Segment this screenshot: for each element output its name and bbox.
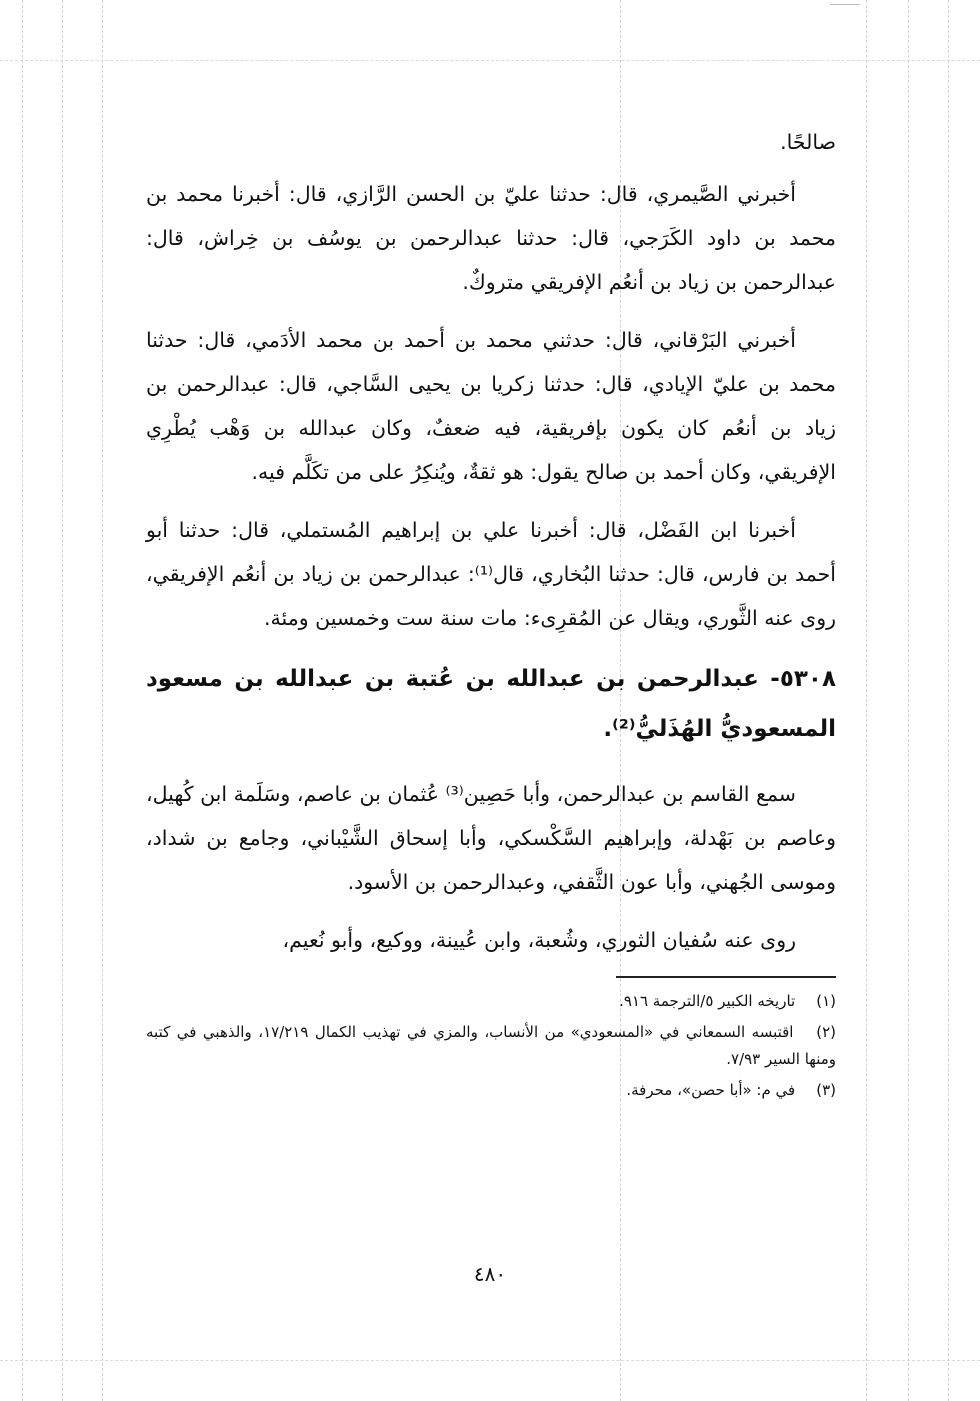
footnotes bbox=[146, 976, 836, 1104]
scan-guide-line bbox=[62, 0, 63, 1401]
opening-line: صالحًا. bbox=[780, 130, 836, 154]
page-body bbox=[146, 120, 836, 1108]
scan-guide-line bbox=[22, 0, 23, 1401]
footnote-number: (٣) bbox=[816, 1081, 836, 1099]
scan-guide-line bbox=[948, 0, 949, 1401]
entry-heading: ٥٣٠٨- عبدالرحمن بن عبدالله بن عُتبة بن عبدالله بن مسعود المسعوديُّ الهُذَليُّ⁽²⁾. bbox=[146, 666, 836, 742]
scan-guide-line bbox=[908, 0, 909, 1401]
paragraph: أخبرني الصَّيمري، قال: حدثنا عليّ بن الحسن الرَّازي، قال: أخبرنا محمد بن محمد بن داود الكَرَجي، قال: حدثنا عبدالرحمن بن يوسُف بن خِراش، قال: عبدالرحمن بن زياد بن أنعُم الإفريقي متروكٌ. bbox=[146, 182, 836, 294]
paragraph: أخبرنا ابن الفَضْل، قال: أخبرنا علي بن إبراهيم المُستملي، قال: حدثنا أبو أحمد بن فارس، قال: حدثنا البُخاري، قال⁽¹⁾: عبدالرحمن بن زياد بن أنعُم الإفريقي، روى عنه الثَّوري، ويقال عن المُقرِىء: مات سنة ست وخمسين ومئة. bbox=[146, 518, 836, 630]
scan-guide-line bbox=[866, 0, 867, 1401]
footnote-number: (٢) bbox=[816, 1023, 836, 1041]
footnote-number: (١) bbox=[816, 992, 836, 1010]
footnote-divider bbox=[616, 976, 836, 978]
page-number: ٤٨٠ bbox=[473, 1262, 507, 1286]
footnote-text: تاريخه الكبير ٥/الترجمة ٩١٦. bbox=[619, 992, 796, 1010]
footnote bbox=[146, 1077, 836, 1104]
corner-mark bbox=[830, 4, 860, 5]
paragraph: أخبرني البَرْقاني، قال: حدثني محمد بن أحمد بن محمد الأدَمي، قال: حدثنا محمد بن عليّ الإيادي، قال: حدثنا زكريا بن يحيى السَّاجي، قال: عبدالرحمن بن زياد بن أنعُم كان يكون بإفريقية، فيه ضعفٌ، وكان عبدالله بن وَهْب يُطْرِي الإفريقي، وكان أحمد بن صالح يقول: هو ثقةٌ، ويُنكِرُ على من تكَلَّم فيه. bbox=[146, 328, 836, 484]
footnote bbox=[146, 1019, 836, 1073]
paragraph: روى عنه سُفيان الثوري، وشُعبة، وابن عُيينة، ووكيع، وأبو نُعيم، bbox=[282, 928, 796, 952]
footnote-text: اقتبسه السمعاني في «المسعودي» من الأنساب، والمزي في تهذيب الكمال ١٧/٢١٩، والذهبي في كتبه ومنها السير ٧/٩٣. bbox=[146, 1023, 836, 1068]
scan-guide-line bbox=[0, 1360, 980, 1361]
scan-guide-line bbox=[102, 0, 103, 1401]
scan-guide-line bbox=[0, 60, 980, 61]
footnote bbox=[146, 988, 836, 1015]
footnote-text: في م: «أبا حصن»، محرفة. bbox=[626, 1081, 796, 1099]
paragraph: سمع القاسم بن عبدالرحمن، وأبا حَصِين⁽³⁾ عُثمان بن عاصم، وسَلَمة ابن كُهيل، وعاصم بن بَهْدلة، وإبراهيم السَّكْسكي، وأبا إسحاق الشَّيْباني، وجامع بن شداد، وموسى الجُهني، وأبا عون الثَّقفي، وعبدالرحمن بن الأسود. bbox=[146, 782, 836, 894]
